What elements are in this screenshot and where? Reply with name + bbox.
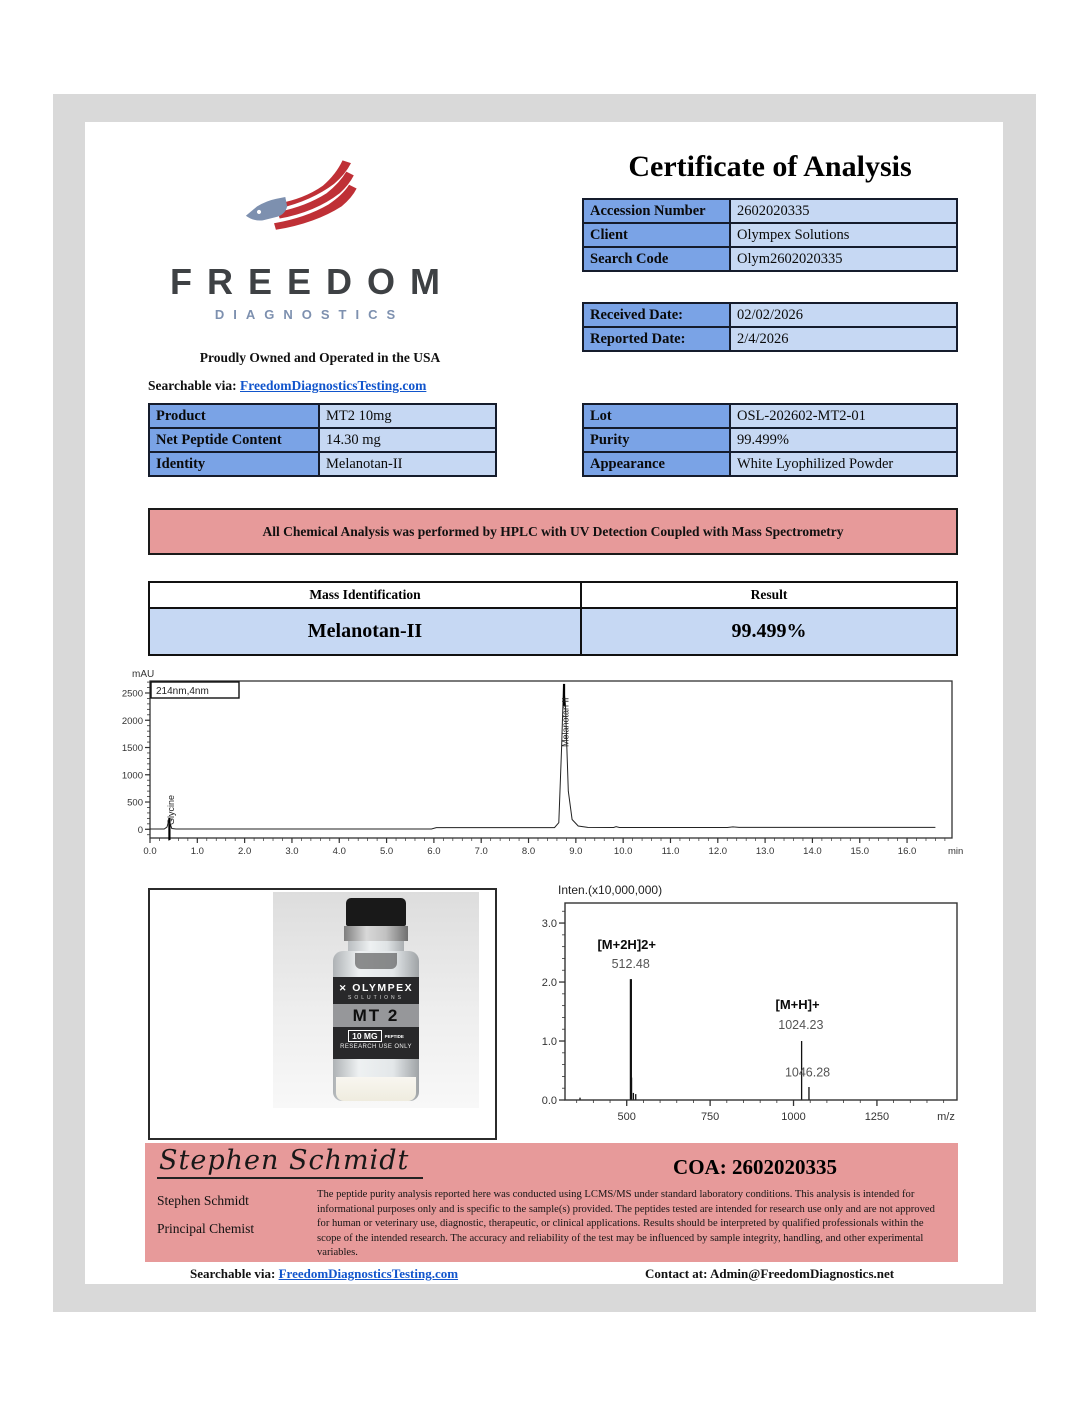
y-tick-label: 1000 <box>121 770 143 782</box>
detector-label: 214nm,4nm <box>156 686 209 697</box>
hplc-y-unit: mAU <box>132 669 155 680</box>
identity-value: Melanotan-II <box>150 609 582 654</box>
footer-contact: Contact at: Admin@FreedomDiagnostics.net <box>645 1266 895 1281</box>
chemist-role: Principal Chemist <box>157 1221 255 1236</box>
handwritten-signature: Stephen Schmidt <box>157 1145 423 1179</box>
vial-stopper <box>355 953 397 969</box>
vial-powder <box>336 1077 416 1101</box>
product-vial-image <box>331 898 421 1101</box>
x-tick-label: 1000 <box>781 1111 806 1123</box>
table-row: Reported Date: 2/4/2026 <box>583 327 957 351</box>
vial-neck <box>348 941 404 951</box>
table-row: Purity 99.499% <box>583 428 957 452</box>
vial-crimp-seal <box>344 926 408 941</box>
disclaimer-text: The peptide purity analysis reported here was conducted using LCMS/MS under standard laboratory conditions. This analysis is intended for informational purposes only and is specific to the sample(s) provided. The peptides tested are intended for research use only and are not approved for human or veterinary use, diagnostic, therapeutic, or clinical applications. Results should be interpreted by qualified professionals within the scope of the intended research. The accuracy and reliability of the test may be influenced by sample integrity, handling, and other experimental variables. <box>317 1189 935 1258</box>
vial-dose-type: PEPTIDE <box>384 1033 404 1039</box>
table-row: Appearance White Lyophilized Powder <box>583 452 957 476</box>
x-tick-label: 11.0 <box>661 846 680 857</box>
ms-annotation: 512.48 <box>611 956 650 971</box>
x-tick-label: 6.0 <box>427 846 441 857</box>
x-unit-label: m/z <box>937 1111 955 1123</box>
coa-number: COA: 2602020335 <box>673 1155 837 1179</box>
x-tick-label: 500 <box>617 1111 636 1123</box>
logo-subtitle: DIAGNOSTICS <box>214 307 405 322</box>
x-tick-label: 3.0 <box>285 846 299 857</box>
signature-block <box>145 1143 958 1262</box>
x-tick-label: 5.0 <box>379 846 394 857</box>
table-row: Client Olympex Solutions <box>583 223 957 247</box>
dates-table <box>582 302 958 352</box>
accession-table <box>582 198 958 272</box>
x-tick-label: 7.0 <box>474 846 488 857</box>
table-row: Identity Melanotan-II <box>149 452 496 476</box>
ms-annotation: [M+2H]2+ <box>597 937 656 953</box>
x-tick-label: 15.0 <box>850 846 869 857</box>
company-logo <box>125 158 485 322</box>
result-value: 99.499% <box>731 620 807 642</box>
x-tick-label: 12.0 <box>708 846 728 857</box>
y-tick-label: 2500 <box>121 688 143 700</box>
vial-cap <box>346 898 406 926</box>
x-tick-label: 16.0 <box>897 846 917 857</box>
y-tick-label: 2.0 <box>541 977 557 990</box>
certificate-page <box>85 122 1003 1284</box>
usa-tagline: Proudly Owned and Operated in the USA <box>199 350 441 365</box>
x-tick-label: 1.0 <box>190 846 204 857</box>
x-tick-label: 4.0 <box>332 846 346 857</box>
mass-spectrum <box>540 880 970 1130</box>
peak-label: Melanotan II <box>560 697 571 747</box>
y-tick-label: 3.0 <box>541 918 557 931</box>
searchable-label: Searchable via: <box>148 378 237 393</box>
vial-product-name: MT 2 <box>333 1004 419 1027</box>
table-row: Received Date: 02/02/2026 <box>583 303 957 327</box>
header-searchable-line <box>148 378 426 394</box>
searchable-link[interactable]: FreedomDiagnosticsTesting.com <box>240 378 427 393</box>
vial-brand-subtitle: SOLUTIONS <box>348 995 404 1001</box>
mass-table-row <box>150 609 956 654</box>
table-row: Search Code Olym2602020335 <box>583 247 957 271</box>
photo-backdrop <box>273 892 479 1108</box>
footer-searchable-line <box>190 1266 458 1282</box>
vial-dose: 10 MG <box>348 1030 382 1042</box>
logo-wordmark: FREEDOM <box>170 261 455 302</box>
x-tick-label: 8.0 <box>521 846 536 857</box>
ms-annotation: 1024.23 <box>778 1018 824 1033</box>
vial-label <box>333 977 419 1059</box>
table-row: Net Peptide Content 14.30 mg <box>149 428 496 452</box>
chemist-name: Stephen Schmidt <box>157 1193 249 1208</box>
footer-searchable-link[interactable]: FreedomDiagnosticsTesting.com <box>278 1266 459 1281</box>
mass-identification-table <box>148 581 958 656</box>
ms-frame <box>565 903 957 1100</box>
vial-body <box>333 951 419 1101</box>
y-tick-label: 1500 <box>121 743 143 755</box>
x-tick-label: 750 <box>700 1111 720 1123</box>
mass-id-header: Mass Identification <box>150 583 582 607</box>
x-tick-label: 0.0 <box>143 846 157 857</box>
hplc-chromatogram <box>115 667 975 867</box>
brand-x-icon: ✕ <box>338 983 348 993</box>
table-row: Lot OSL-202602-MT2-01 <box>583 404 957 428</box>
y-tick-label: 0 <box>137 824 143 836</box>
eagle-flag-icon <box>244 158 366 250</box>
y-tick-label: 1.0 <box>541 1036 557 1049</box>
page-title: Certificate of Analysis <box>628 150 912 183</box>
peak-label: Glycine <box>165 794 176 825</box>
ms-annotation: [M+H]+ <box>775 997 820 1013</box>
ms-annotation: 1046.28 <box>784 1065 831 1080</box>
x-tick-label: 13.0 <box>755 846 775 857</box>
y-tick-label: 0.0 <box>541 1095 557 1107</box>
product-table <box>148 403 497 477</box>
ms-title: Inten.(x10,000,000) <box>558 883 663 897</box>
y-tick-label: 500 <box>127 797 143 809</box>
method-banner: All Chemical Analysis was performed by HPLC with UV Detection Coupled with Mass Spectrometry <box>148 508 958 555</box>
table-row: Product MT2 10mg <box>149 404 496 428</box>
x-tick-label: 10.0 <box>613 846 633 857</box>
vial-brand-line <box>333 982 419 994</box>
x-unit-label: min <box>948 846 964 857</box>
x-tick-label: 1250 <box>864 1111 890 1123</box>
result-header: Result <box>750 587 788 602</box>
footer-searchable-label: Searchable via: <box>190 1266 276 1281</box>
y-tick-label: 2000 <box>121 715 143 727</box>
lot-table <box>582 403 958 477</box>
table-row: Accession Number 2602020335 <box>583 199 957 223</box>
hplc-frame <box>150 681 952 838</box>
x-tick-label: 9.0 <box>569 846 583 857</box>
x-tick-label: 14.0 <box>803 846 822 857</box>
vial-dose-row <box>333 1030 419 1042</box>
vial-brand-name: OLYMPEX <box>352 982 414 994</box>
mass-table-header <box>150 583 956 609</box>
product-photo-frame <box>148 888 497 1140</box>
vial-use-statement: RESEARCH USE ONLY <box>340 1044 412 1050</box>
x-tick-label: 2.0 <box>238 846 252 857</box>
